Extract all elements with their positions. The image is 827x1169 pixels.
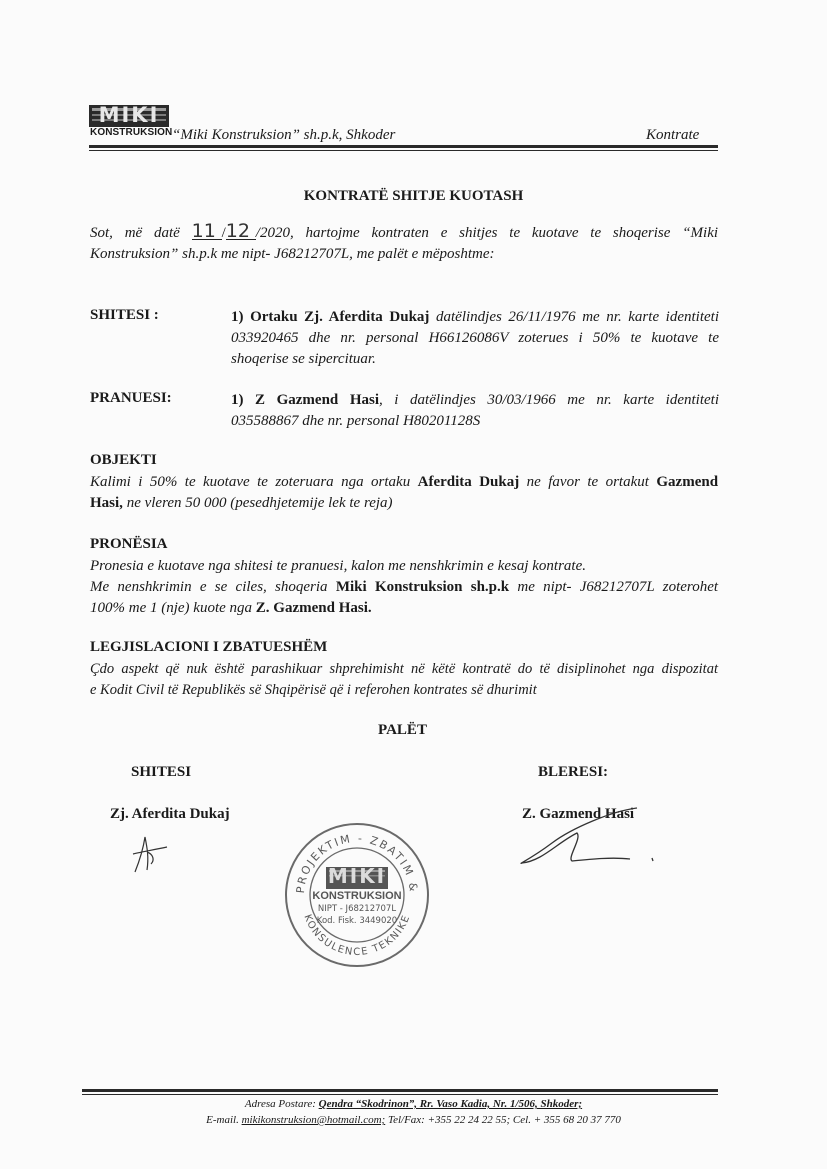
signature-right-role: BLERESI: (538, 764, 609, 780)
legjislacioni-line-2: e Kodit Civil të Republikës së Shqipërisë që i referohen kontrates së dhurimit (90, 682, 537, 698)
footer-contacts (0, 1114, 827, 1126)
telfax: Tel/Fax: +355 22 24 22 55; (387, 1114, 511, 1126)
objekti-l1-b: Aferdita Dukaj (417, 474, 520, 490)
pronesia-l2-b: Miki Konstruksion sh.p.k (335, 579, 510, 595)
footer-address (0, 1098, 827, 1110)
stamp-logo: MIKI (327, 864, 387, 888)
document-title: KONTRATË SHITJE KUOTASH (303, 188, 524, 204)
buyer-label: PRANUESI: (90, 390, 172, 406)
objekti-l1-d: Gazmend (656, 474, 719, 490)
signature-left-role: SHITESI (131, 764, 192, 780)
signature-right-name: Z. Gazmend Hasi (522, 806, 635, 822)
objekti-l1-a: Kalimi i 50% te kuotave te zoteruara nga ortaku (90, 474, 411, 490)
objekti-l1-c: ne favor te ortakut (526, 474, 649, 490)
objekti-l2-b: ne vleren 50 000 (pesedhjetemije lek te reja) (126, 495, 393, 511)
buyer-signature-icon (512, 803, 662, 873)
header-doc-type: Kontrate (646, 127, 700, 143)
buyer-details (231, 390, 719, 432)
date-year: /2020, (255, 225, 294, 241)
signature-left-name: Zj. Aferdita Dukaj (110, 806, 230, 822)
email-link[interactable]: mikikonstruksion@hotmail.com; (241, 1114, 386, 1126)
objekti-text (90, 472, 718, 514)
buyer-line-1 (231, 390, 719, 411)
pronesia-heading: PRONËSIA (90, 536, 168, 552)
stamp-nipt: NIPT - J68212707L (317, 904, 397, 914)
company-stamp (282, 820, 432, 970)
pronesia-l3-b: Z. Gazmend Hasi. (255, 600, 372, 616)
buyer-line-1-rest: , i datëlindjes 30/03/1966 me nr. karte identiteti (379, 392, 719, 408)
address-value: Qendra “Skodrinon”, Rr. Vaso Kadia, Nr. 1/506, Shkoder; (318, 1098, 583, 1110)
email-label: E-mail. (206, 1114, 239, 1126)
seller-signature-icon (125, 832, 175, 877)
buyer-line-2: 035588867 dhe nr. personal H80201128S (231, 413, 481, 429)
footer-rule (82, 1089, 718, 1092)
pronesia-text (90, 556, 718, 619)
seller-details (231, 307, 719, 370)
header-company (90, 127, 395, 144)
logo-subtitle: KONSTRUKSION (90, 127, 173, 138)
objekti-heading: OBJEKTI (90, 452, 157, 468)
cel: Cel. + 355 68 20 37 770 (512, 1114, 621, 1126)
footer-rule-thin (82, 1094, 718, 1095)
date-sep: / (221, 225, 226, 241)
seller-line-2: 033920465 dhe nr. personal H66126086V zoterues i 50% te kuotave te (231, 330, 719, 346)
seller-line-1-rest: datëlindjes 26/11/1976 me nr. karte identiteti (436, 309, 719, 325)
stamp-top-text: PROJEKTIM - ZBATIM & (293, 831, 421, 894)
intro-prefix: Sot, më datë (90, 225, 180, 241)
legjislacioni-line-1: Çdo aspekt që nuk është parashikuar shprehimisht në këtë kontratë do të disiplinohet nga dispozitat (90, 661, 718, 677)
stamp-logo-sub: KONSTRUKSION (312, 890, 402, 902)
header-rule-thin (89, 150, 718, 151)
pronesia-l3-a: 100% me 1 (nje) kuote nga (90, 600, 253, 616)
buyer-name: 1) Z Gazmend Hasi (231, 392, 379, 408)
intro-paragraph (90, 220, 719, 265)
address-label: Adresa Postare: (244, 1098, 316, 1110)
objekti-l2-a: Hasi, (90, 495, 123, 511)
legjislacioni-heading: LEGJISLACIONI I ZBATUESHËM (90, 639, 328, 655)
stamp-bottom-text: KONSULENCE TEKNIKE (301, 913, 413, 959)
header-rule (89, 145, 718, 148)
legjislacioni-text (90, 659, 718, 701)
date-day: 11 (192, 223, 222, 240)
pronesia-line-2 (90, 577, 718, 598)
pronesia-line-3 (90, 598, 718, 619)
intro-rest: hartojme kontraten e shitjes te kuotave te shoqerise “Miki (305, 225, 719, 241)
pronesia-l2-c: me nipt- J68212707L zoterohet (517, 579, 719, 595)
seller-name: 1) Ortaku Zj. Aferdita Dukaj (231, 309, 430, 325)
pronesia-l2-a: Me nenshkrimin e se ciles, shoqeria (90, 579, 328, 595)
seller-line-3: shoqerise se sipercituar. (231, 351, 376, 367)
seller-line-1 (231, 307, 719, 328)
header-company-name: “Miki Konstruksion” sh.p.k, Shkoder (172, 127, 396, 143)
seller-label: SHITESI : (90, 307, 159, 323)
logo-text: MIKI (98, 103, 160, 127)
pronesia-line-1: Pronesia e kuotave nga shitesi te pranuesi, kalon me nenshkrimin e kesaj kontrate. (90, 558, 587, 574)
stamp-kod: Kod. Fisk. 3449020 (316, 916, 398, 926)
parties-heading: PALËT (378, 722, 427, 738)
intro-line-1 (90, 220, 719, 244)
objekti-line-1 (90, 472, 718, 493)
intro-line-2: Konstruksion” sh.p.k me nipt- J68212707L, me palët e mëposhtme: (90, 246, 495, 262)
objekti-line-2 (90, 493, 718, 514)
date-month: 12 (226, 223, 256, 240)
